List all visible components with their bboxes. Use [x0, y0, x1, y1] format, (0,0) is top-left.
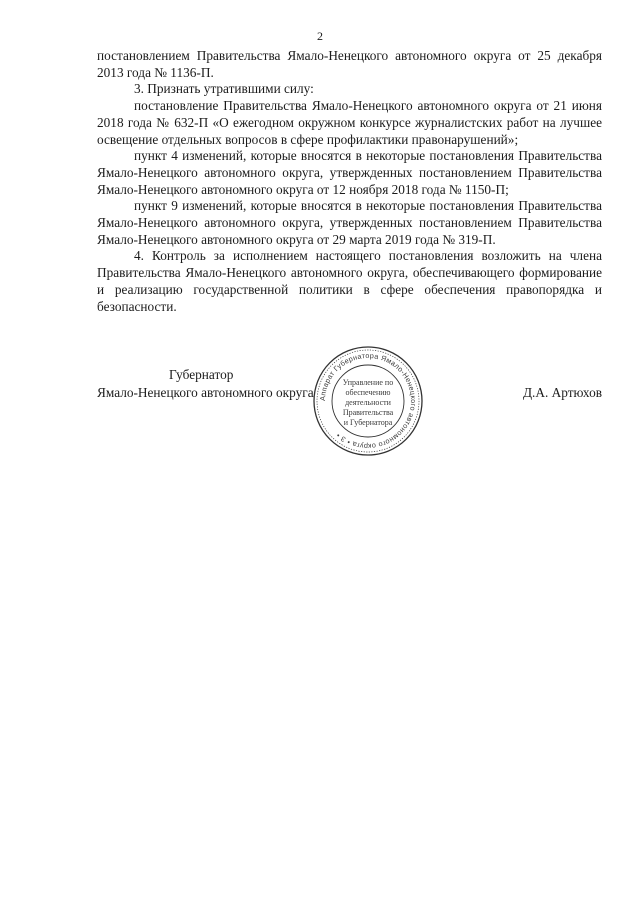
signatory-title: Губернатор	[169, 367, 234, 382]
paragraph-repealed-point-9: пункт 9 изменений, которые вносятся в некоторые постановления Правительства Ямало-Ненецкого автономного округа, утвержденных постановлением Правительства Ямало-Ненецкого автономного округа от 29 марта 2019 года № 319-П.	[97, 198, 602, 247]
paragraph-continuation: постановлением Правительства Ямало-Ненецкого автономного округа от 25 декабря 2013 года № 1136-П.	[97, 48, 602, 80]
paragraph-item-3: 3. Признать утратившими силу:	[134, 81, 314, 97]
signatory-name: Д.А. Артюхов	[522, 385, 602, 400]
seal-center-line-1: Управление по	[342, 378, 394, 387]
seal-graphic	[312, 345, 424, 457]
signatory-region: Ямало-Ненецкого автономного округа	[97, 385, 314, 400]
paragraph-repealed-point-4: пункт 4 изменений, которые вносятся в некоторые постановления Правительства Ямало-Ненецкого автономного округа, утвержденных постановлением Правительства Ямало-Ненецкого автономного округа от 12 ноября 2018 года № 1150-П;	[97, 148, 602, 197]
seal-center-line-4: Правительства	[342, 408, 394, 417]
seal-center-line-3: деятельности	[345, 398, 391, 407]
seal-center-line-2: обеспечению	[345, 388, 391, 397]
paragraph-repealed-resolution-632: постановление Правительства Ямало-Ненецкого автономного округа от 21 июня 2018 года № 632-П «О ежегодном окружном конкурсе журналистских работ на лучшее освещение отдельных вопросов в сфере профилактики правонарушений»;	[97, 98, 602, 147]
seal-center-line-5: и Губернатора	[343, 418, 393, 427]
paragraph-item-4: 4. Контроль за исполнением настоящего постановления возложить на члена Правительства Ямало-Ненецкого автономного округа, обеспечивающего формирование и реализацию государственной политики в сфере обеспечения правопорядка и безопасности.	[97, 248, 602, 314]
seal-ring-text: Аппарат Губернатора Ямало-Ненецкого автономного округа • 3 •	[317, 350, 419, 452]
document-body	[97, 48, 602, 315]
official-seal	[312, 345, 424, 457]
page-number: 2	[317, 29, 323, 43]
